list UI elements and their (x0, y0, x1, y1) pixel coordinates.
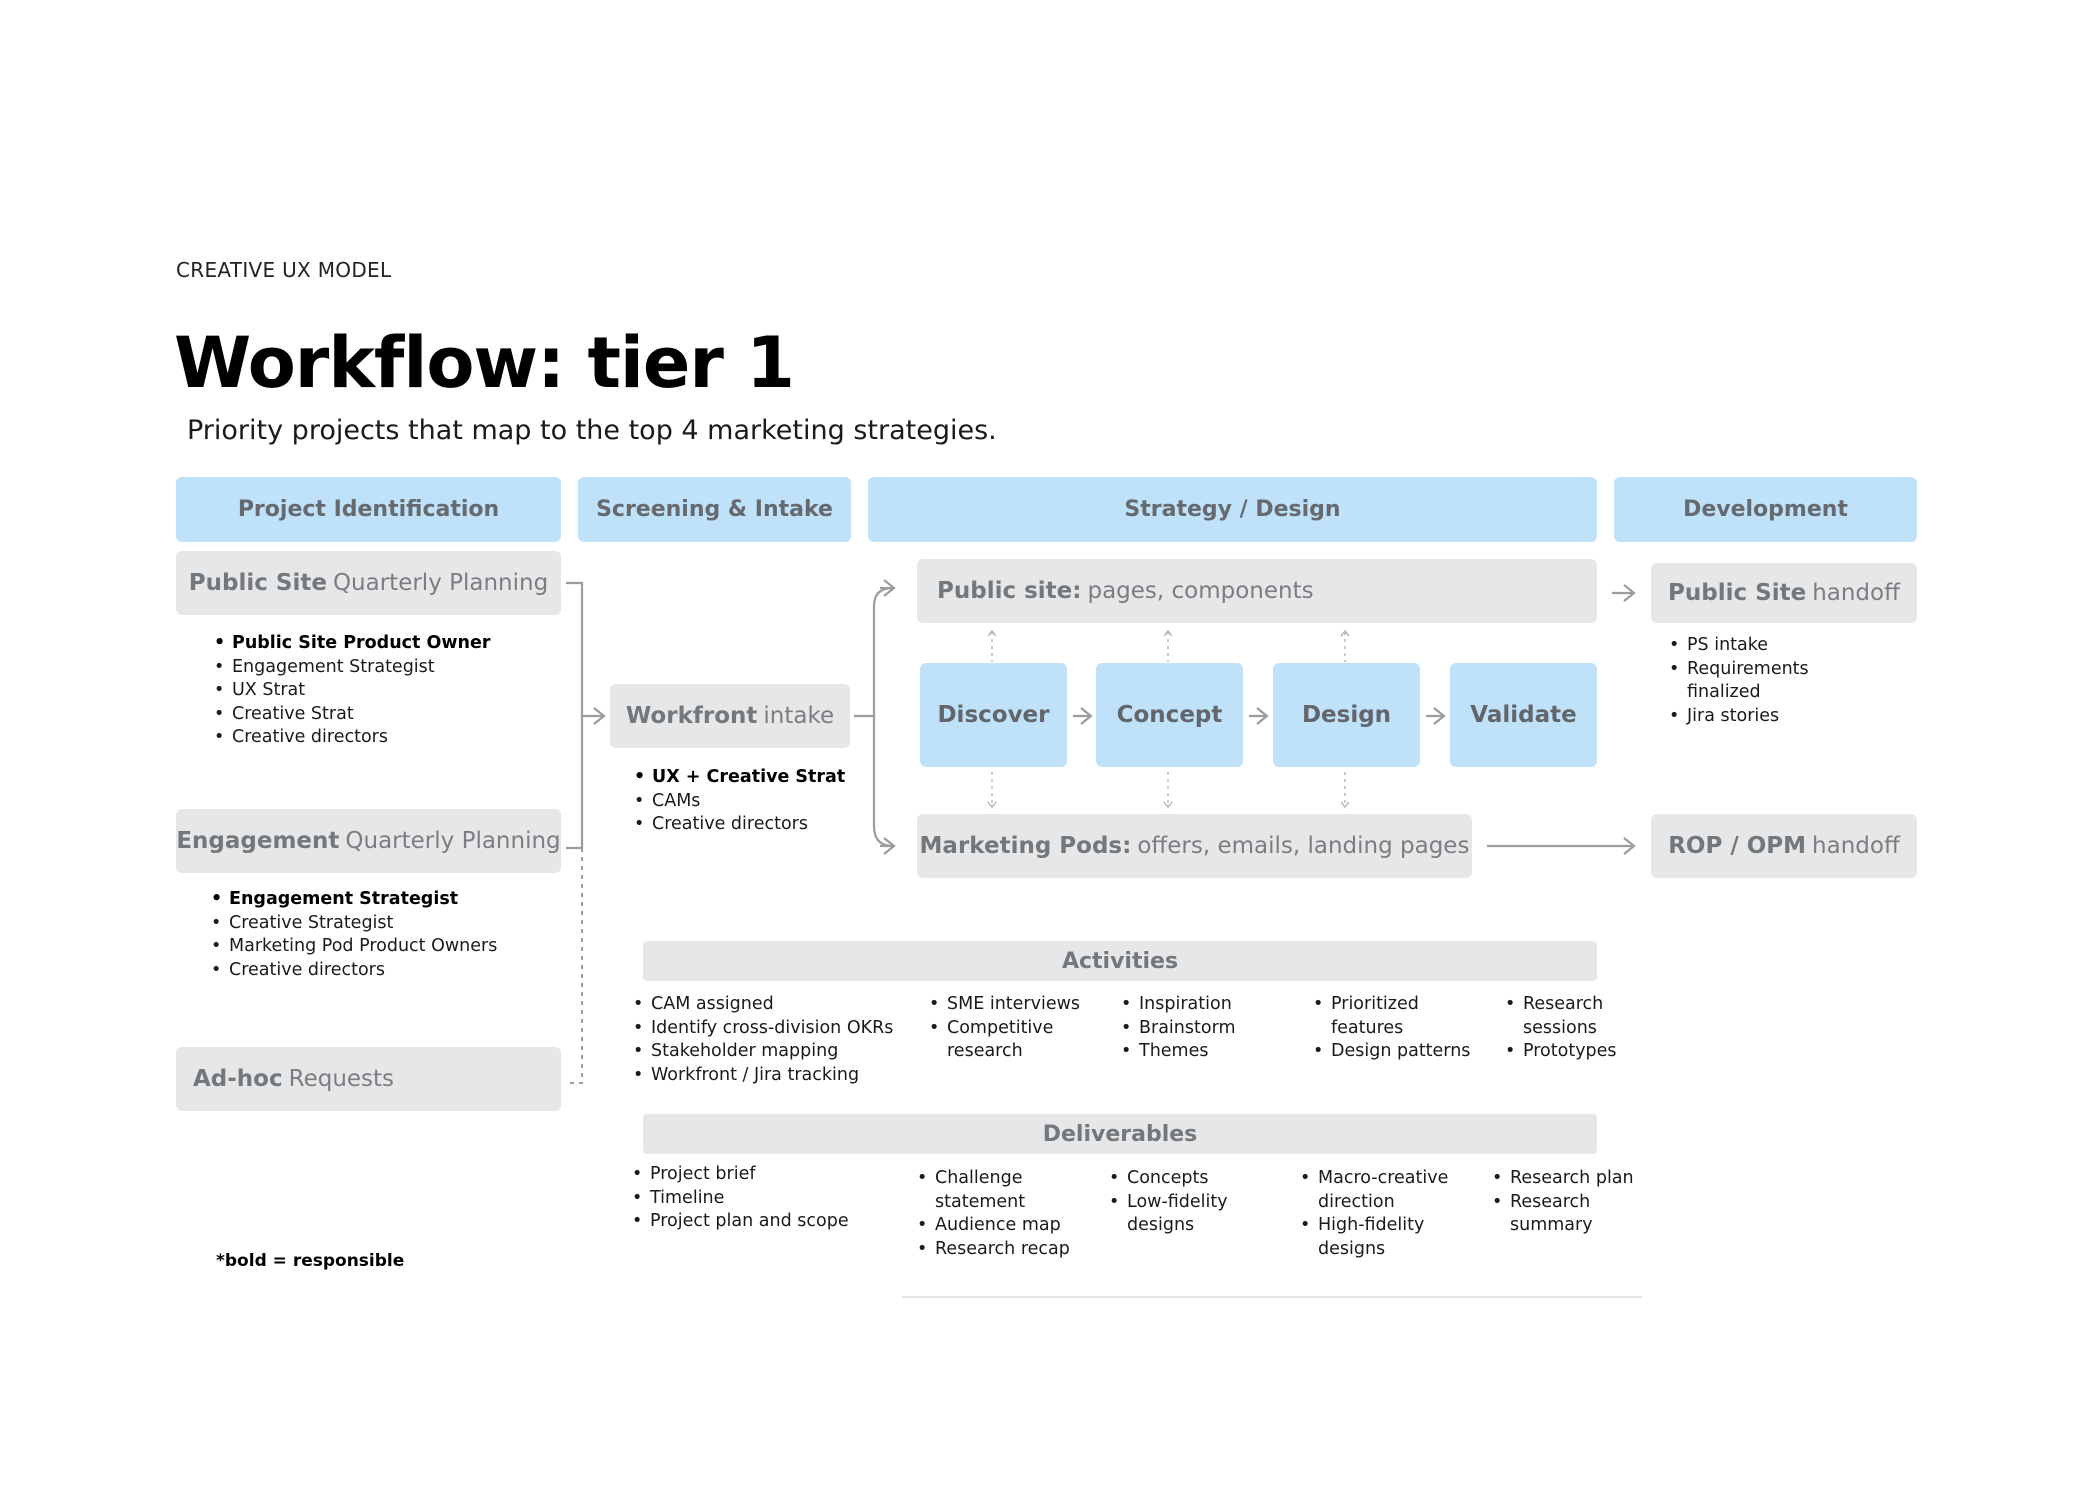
list-item: • Inspiration (1121, 993, 1291, 1017)
list-item: • Design patterns (1313, 1040, 1483, 1064)
list-item: • Creative directors (214, 726, 491, 750)
page-subtitle: Priority projects that map to the top 4 marketing strategies. (187, 415, 997, 446)
legend-note: *bold = responsible (216, 1251, 405, 1271)
phase-design: Design (1273, 663, 1420, 767)
public-site-pages-box: Public site: pages, components (917, 559, 1597, 623)
activities-col-2 (929, 993, 1109, 1064)
list-item: • Low-fidelity designs (1109, 1191, 1249, 1238)
activities-col-4 (1313, 993, 1483, 1064)
list-item: • Project brief (632, 1163, 882, 1187)
list-item: • Identify cross-division OKRs (633, 1017, 918, 1041)
deliverables-col-1 (632, 1163, 882, 1234)
deliverables-col-5 (1492, 1167, 1652, 1238)
activities-col-1 (633, 993, 918, 1087)
header-development: Development (1614, 477, 1917, 542)
list-item: • Creative Strat (214, 703, 491, 727)
intake-fork (874, 588, 893, 846)
list-item: • Research recap (917, 1238, 1077, 1262)
engagement-planning-box: Engagement Quarterly Planning (176, 809, 561, 873)
header-project-identification: Project Identification (176, 477, 561, 542)
header-screening-intake: Screening & Intake (578, 477, 851, 542)
list-item: • Timeline (632, 1187, 882, 1211)
phase-concept: Concept (1096, 663, 1243, 767)
activities-col-3 (1121, 993, 1291, 1064)
list-item: • Themes (1121, 1040, 1291, 1064)
list-item: • Research sessions (1505, 993, 1645, 1040)
phase-discover: Discover (920, 663, 1067, 767)
phase-validate: Validate (1450, 663, 1597, 767)
list-item: • Creative directors (634, 813, 845, 837)
deliverables-col-2 (917, 1167, 1077, 1261)
adhoc-dashed-link (566, 848, 582, 1083)
list-item: • SME interviews (929, 993, 1109, 1017)
list-item: • CAM assigned (633, 993, 918, 1017)
list-item: • Prioritized features (1313, 993, 1483, 1040)
list-item: • Stakeholder mapping (633, 1040, 918, 1064)
list-item: • Creative directors (211, 959, 497, 983)
public-site-planning-box: Public Site Quarterly Planning (176, 551, 561, 615)
list-item: • Challenge statement (917, 1167, 1077, 1214)
list-item: • Marketing Pod Product Owners (211, 935, 497, 959)
public-site-handoff-box: Public Site handoff (1651, 563, 1917, 623)
source-bracket (566, 583, 582, 848)
list-item: • Prototypes (1505, 1040, 1645, 1064)
page-title: Workflow: tier 1 (174, 322, 794, 404)
list-item: • High-fidelity designs (1300, 1214, 1470, 1261)
list-item: • Engagement Strategist (211, 888, 497, 912)
list-item: • Requirements finalized (1669, 658, 1859, 705)
list-item: • UX + Creative Strat (634, 766, 845, 790)
list-item: • Project plan and scope (632, 1210, 882, 1234)
deliverables-col-4 (1300, 1167, 1470, 1261)
workfront-intake-box: Workfront intake (610, 684, 850, 748)
list-item: • Brainstorm (1121, 1017, 1291, 1041)
public-site-people-list (214, 632, 491, 750)
ps-handoff-items (1669, 634, 1859, 728)
list-item: • Creative Strategist (211, 912, 497, 936)
list-item: • CAMs (634, 790, 845, 814)
list-item: • Macro-creative direction (1300, 1167, 1470, 1214)
activities-bar: Activities (643, 941, 1597, 981)
list-item: • UX Strat (214, 679, 491, 703)
list-item: • Public Site Product Owner (214, 632, 491, 656)
eyebrow: CREATIVE UX MODEL (176, 258, 392, 282)
header-strategy-design: Strategy / Design (868, 477, 1597, 542)
adhoc-requests-box: Ad-hoc Requests (176, 1047, 561, 1111)
list-item: • Engagement Strategist (214, 656, 491, 680)
divider (902, 1296, 1642, 1298)
list-item: • Audience map (917, 1214, 1077, 1238)
list-item: • Research summary (1492, 1191, 1652, 1238)
deliverables-bar: Deliverables (643, 1114, 1597, 1154)
list-item: • Research plan (1492, 1167, 1652, 1191)
intake-people-list (634, 766, 845, 837)
list-item: • Competitive research (929, 1017, 1109, 1064)
activities-col-5 (1505, 993, 1645, 1064)
engagement-people-list (211, 888, 497, 982)
list-item: • Workfront / Jira tracking (633, 1064, 918, 1088)
marketing-pods-box: Marketing Pods: offers, emails, landing pages (917, 814, 1472, 878)
deliverables-col-3 (1109, 1167, 1249, 1238)
rop-opm-handoff-box: ROP / OPM handoff (1651, 814, 1917, 878)
list-item: • Jira stories (1669, 705, 1859, 729)
list-item: • Concepts (1109, 1167, 1249, 1191)
list-item: • PS intake (1669, 634, 1859, 658)
